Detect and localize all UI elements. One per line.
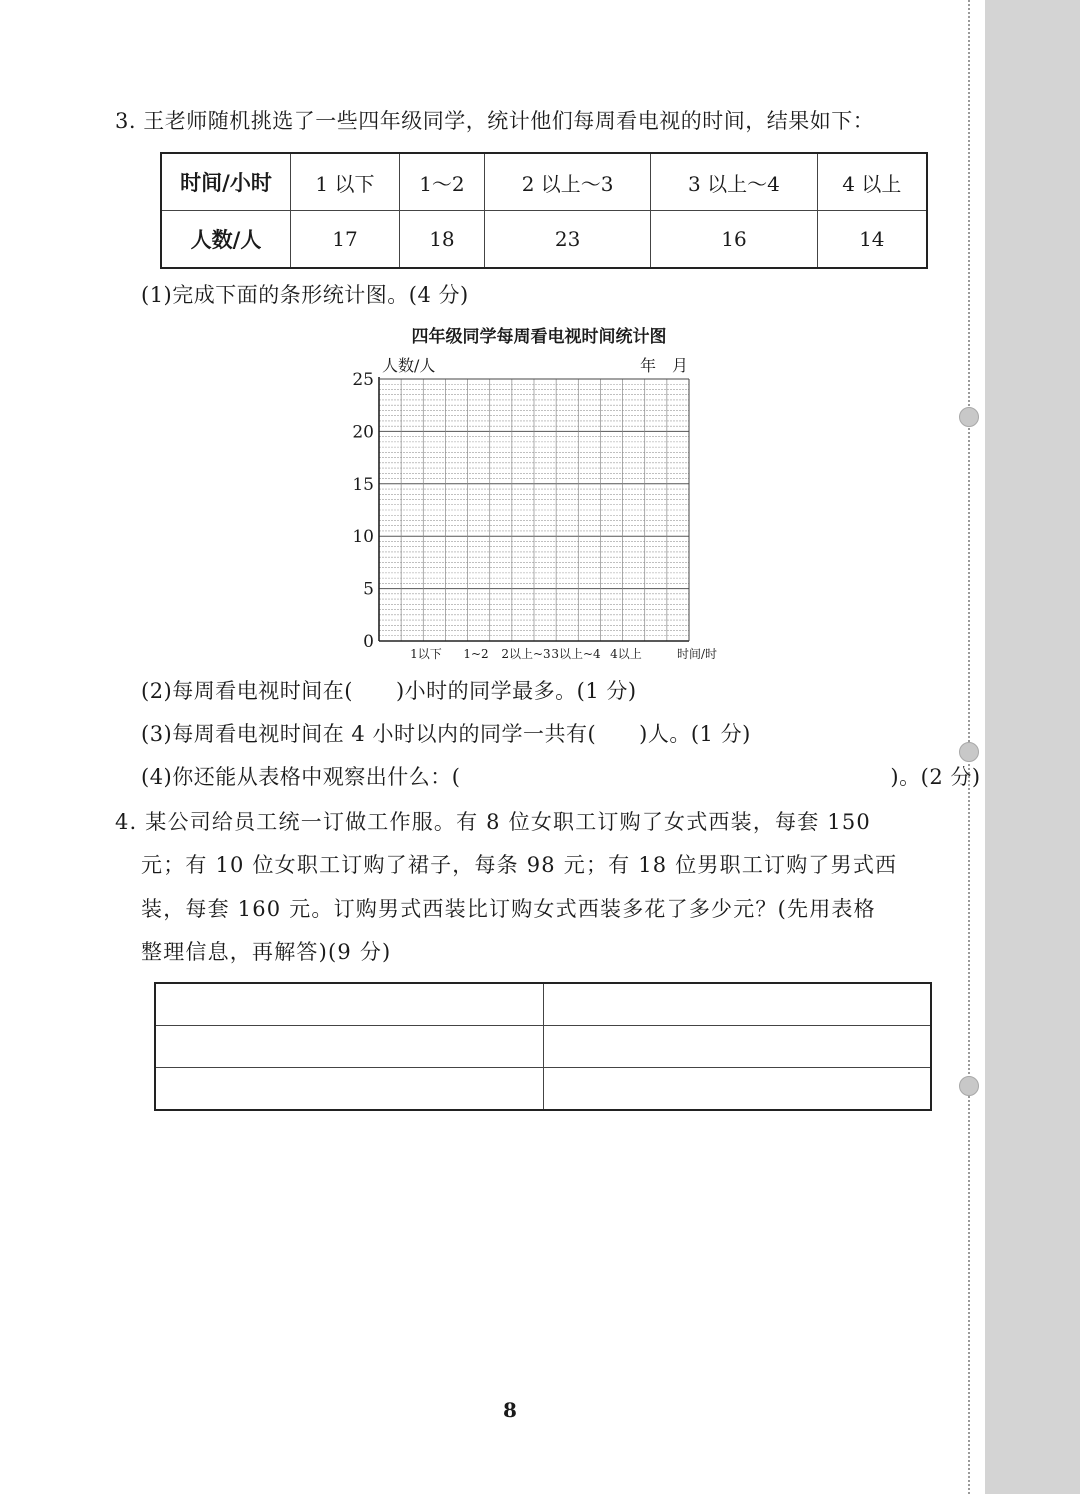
chart-title: 四年级同学每周看电视时间统计图 xyxy=(411,327,667,347)
column-header: 2 以上～3 xyxy=(484,153,650,211)
table-row xyxy=(155,1026,931,1068)
page-number: 8 xyxy=(503,1398,517,1422)
bar-chart-grid xyxy=(0,0,1080,700)
x-tick-label: 4以上 xyxy=(610,647,642,661)
binding-hole-marker xyxy=(959,1076,979,1096)
binding-hole-marker xyxy=(959,742,979,762)
chart-date-label: 年 月 xyxy=(640,356,689,375)
question-4-line: 元；有 10 位女职工订购了裙子，每条 98 元；有 18 位男职工订购了男式西 xyxy=(141,853,898,877)
blank-cell[interactable] xyxy=(155,1068,543,1111)
y-tick-label: 10 xyxy=(352,527,374,548)
blank-cell[interactable] xyxy=(543,1026,931,1068)
count-cell: 18 xyxy=(399,211,484,269)
table-row xyxy=(155,983,931,1026)
blank-cell[interactable] xyxy=(543,983,931,1026)
y-tick-label: 5 xyxy=(363,579,374,600)
column-header: 1～2 xyxy=(399,153,484,211)
question-4-line: 装，每套 160 元。订购男式西装比订购女式西装多花了多少元？(先用表格 xyxy=(141,897,876,921)
count-cell: 17 xyxy=(291,211,400,269)
question-3-part-2: (2)每周看电视时间在( )小时的同学最多。(1 分) xyxy=(141,679,637,703)
x-tick-label: 1以下 xyxy=(410,647,442,661)
question-3-part-1: (1)完成下面的条形统计图。(4 分) xyxy=(141,283,469,307)
blank-cell[interactable] xyxy=(155,1026,543,1068)
table-row xyxy=(155,1068,931,1111)
column-header: 1 以下 xyxy=(291,153,400,211)
x-tick-label: 2以上~3 xyxy=(501,647,551,661)
question-4-line: 整理信息，再解答)(9 分) xyxy=(141,940,392,964)
count-cell: 14 xyxy=(817,211,927,269)
blank-cell[interactable] xyxy=(155,983,543,1026)
y-tick-label: 0 xyxy=(363,632,374,652)
column-header: 4 以上 xyxy=(817,153,927,211)
y-tick-label: 15 xyxy=(352,474,374,495)
x-axis-label: 时间/时 xyxy=(677,647,718,661)
y-tick-label: 25 xyxy=(352,370,374,390)
row-header-count: 人数/人 xyxy=(161,211,291,269)
x-tick-label: 1~2 xyxy=(463,647,489,661)
answer-organizing-table[interactable] xyxy=(154,982,932,1111)
question-3-intro: 3. 王老师随机挑选了一些四年级同学，统计他们每周看电视的时间，结果如下： xyxy=(115,109,875,133)
y-tick-label: 20 xyxy=(352,422,374,443)
y-axis-label: 人数/人 xyxy=(382,356,436,375)
question-4-line: 4. 某公司给员工统一订做工作服。有 8 位女职工订购了女式西装，每套 150 xyxy=(115,810,871,834)
row-header-time: 时间/小时 xyxy=(161,153,291,211)
column-header: 3 以上～4 xyxy=(651,153,817,211)
count-cell: 23 xyxy=(484,211,650,269)
blank-cell[interactable] xyxy=(543,1068,931,1111)
question-3-part-4: (4)你还能从表格中观察出什么：( )。(2 分) xyxy=(141,765,981,789)
question-3-part-3: (3)每周看电视时间在 4 小时以内的同学一共有( )人。(1 分) xyxy=(141,722,751,746)
count-cell: 16 xyxy=(651,211,817,269)
x-tick-label: 3以上~4 xyxy=(551,647,601,661)
